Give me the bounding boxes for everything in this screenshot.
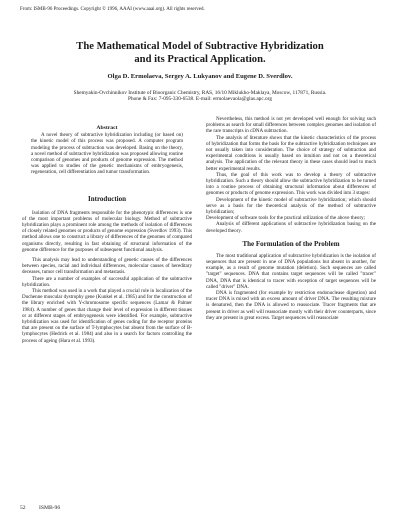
introduction-heading: Introduction <box>88 194 126 203</box>
page-number: 52 <box>20 505 26 511</box>
affiliation-line-1: Shemyakin-Ovchinnikov Institute of Bioorganic Chemistry, RAS, 16/10 Miklukho-Maklaya, Moscow, 117871, Russia. <box>73 90 327 96</box>
stage-item: Development of software tools for the practical utilization of the above theory; <box>206 215 366 222</box>
title-line-1: The Mathematical Model of Subtractive Hybridization <box>76 41 324 52</box>
body-paragraph: Nevertheless, this method is not yet developed well enough for solving such problems as search for small differences between complex genomes and isolation of the rare transcripts in cDNA subtraction. <box>206 116 376 135</box>
author-list: Olga D. Ermolaeva, Sergey A. Lukyanov and Eugene D. Sverdlov. <box>107 73 293 80</box>
stage-item: Analysis of different applications of subtractive hybridization basing on the developed theory. <box>206 221 376 234</box>
abstract <box>22 132 192 175</box>
right-column <box>206 116 376 321</box>
copyright-line: From: ISMB-96 Proceedings. Copyright © 1996, AAAI (www.aaai.org). All rights reserved. <box>20 7 205 12</box>
intro-paragraph: This method was used in a work that played a crucial role in localization of the Duchenne muscular dystrophy gene (Kunkel et al. 1985) and for the construction of the library enriched with Y-chromosome specific sequences (Lamar & Palmer 1984). A number of genes that change their level of expression in different tissues or at different stages of embryogenesis were identified. For example, subtractive hybridization was used for identification of genes coding for the receptor proteins that are present on the surface of T-lymphocytes but absent from the surface of B-lymphocytes (Hedrick et al. 1984) and also in a search for factors controlling the process of ageing (Hara et al. 1993). <box>22 288 192 344</box>
problem-heading: The Formulation of the Problem <box>242 239 340 248</box>
venue-label: ISMB-96 <box>39 505 61 511</box>
paper-title <box>0 41 400 66</box>
abstract-heading: Abstract <box>96 125 118 131</box>
intro-paragraph: Isolation of DNA fragments responsible for the phenotypic differences is one of the most important problems of molecular biology. Method of subtractive hybridization plays a prominent role among the methods of isolation of differences of closely related genomes or products of genome expression (Sverdlov 1993). This method allows one to construct a library of differences of the genomes of compared organisms directly, resulting in fast obtaining of structural information of the genome difference for the purposes of subsequent functional analysis. <box>22 209 192 253</box>
affiliation <box>0 90 400 103</box>
intro-paragraph: There are a number of examples of successful application of the subtractive hybridization. <box>22 275 192 288</box>
page-footer <box>20 505 72 512</box>
problem-paragraph: DNA is fragmented (for example by restriction endonuclease digestion) and tracer DNA is mixed with an excess amount of driver DNA. The resulting mixture is denatured, then the DNA is allowed to reassociate. Tracer fragments that are present in driver as well will reassociate mostly with their driver counterparts, since they are present in great excess. Target sequences will reassociate <box>206 290 376 321</box>
title-line-2: and its Practical Application. <box>134 53 266 65</box>
body-paragraph: The analysis of literature shows that the kinetic characteristics of the process of hybridization that forms the basis for the subtractive hybridization techniques are not usually taken into consideration. The choice of strategy of subtraction and experimental conditions is usually based on intuition and not on a theoretical analysis. The application of the relevant theory in these cases should lead to much better experimental results. <box>206 134 376 172</box>
intro-paragraph: This analysis may lead to understanding of genetic causes of the differences between species, racial and individual differences, molecular causes of hereditary deceases, tumor cell transformation and metastasis. <box>22 257 192 276</box>
affiliation-line-2: Phone & Fax: 7-095-330-6538. E-mail: ermolaevaola@glas.apc.org <box>128 96 272 103</box>
stage-item: Development of the kinetic model of subtractive hybridization; which should serve as a basis for the theoretical analysis of the method of subtractive hybridization; <box>206 196 376 216</box>
problem-paragraph: The most traditional application of subtractive hybridization is the isolation of sequences that are present in one of DNA populations but absent in another, for example, as a result of genome mutation (deletion). Such sequences are called "target" sequences. DNA that contains target sequences will be called "tracer" DNA, DNA that is identical to tracer with exception of target sequences will be called "driver" DNA. <box>206 252 376 290</box>
abstract-text: A novel theory of subtractive hybridization including (or based on) the kinetic model of this process was proposed. A computer program modeling the process of subtraction was developed. Basing on the theory, a novel method of subtractive hybridization was proposed allowing routine comparison of genomes and products of genome expression. The method was applied to studies of the genetic mechanisms of embryogenesis, regeneration, cell differentiation and tumor transformation. <box>31 132 183 176</box>
body-paragraph: Thus, the goal of this work was to develop a theory of subtractive hybridization. Such a theory should allow the subtractive hybridization to be turned into a routine process of obtaining structural information about differences of genomes or products of genome expression. This work was divided into 3 stages: <box>206 171 376 197</box>
left-column <box>22 116 192 344</box>
